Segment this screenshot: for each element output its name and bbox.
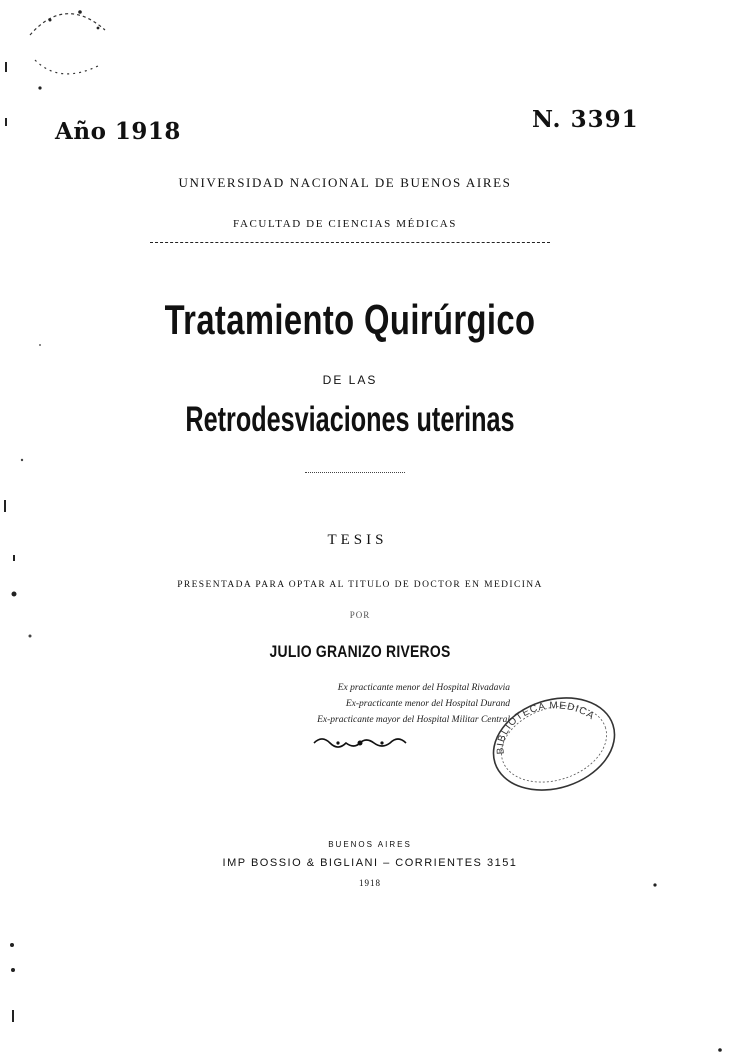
svg-text:BIBLIOTECA MEDICA [495, 700, 596, 754]
imprint-year: 1918 [359, 878, 381, 888]
stamp-text: BIBLIOTECA MEDICA [495, 700, 597, 755]
ornament-flourish [310, 735, 410, 751]
presentation-line: PRESENTADA PARA OPTAR AL TITULO DE DOCTOR EN MEDICINA [177, 580, 543, 590]
credential-line: Ex practicante menor del Hospital Rivadavia [337, 683, 510, 693]
dotted-divider [305, 472, 405, 473]
tesis-label: TESIS [327, 532, 388, 548]
author-name: JULIO GRANIZO RIVEROS [269, 642, 451, 661]
title-connector: DE LAS [322, 373, 378, 387]
credential-line: Ex-practicante mayor del Hospital Militar Central [317, 715, 510, 725]
imprint-printer: IMP BOSSIO & BIGLIANI – CORRIENTES 3151 [222, 857, 518, 869]
thesis-title: Tratamiento Quirúrgico [164, 296, 536, 343]
year-label: Año 1918 [55, 118, 181, 145]
thesis-subtitle: Retrodesviaciones uterinas [185, 400, 515, 439]
dashed-divider [150, 242, 550, 243]
faculty-name: FACULTAD DE CIENCIAS MÉDICAS [233, 218, 457, 230]
credential-line: Ex-practicante menor del Hospital Durand [345, 699, 510, 709]
university-name: UNIVERSIDAD NACIONAL DE BUENOS AIRES [178, 175, 512, 190]
imprint-city: BUENOS AIRES [328, 840, 412, 849]
library-stamp [486, 694, 622, 794]
catalog-number: N. 3391 [532, 106, 639, 133]
by-label: POR [349, 610, 371, 620]
author-credentials [230, 680, 510, 728]
